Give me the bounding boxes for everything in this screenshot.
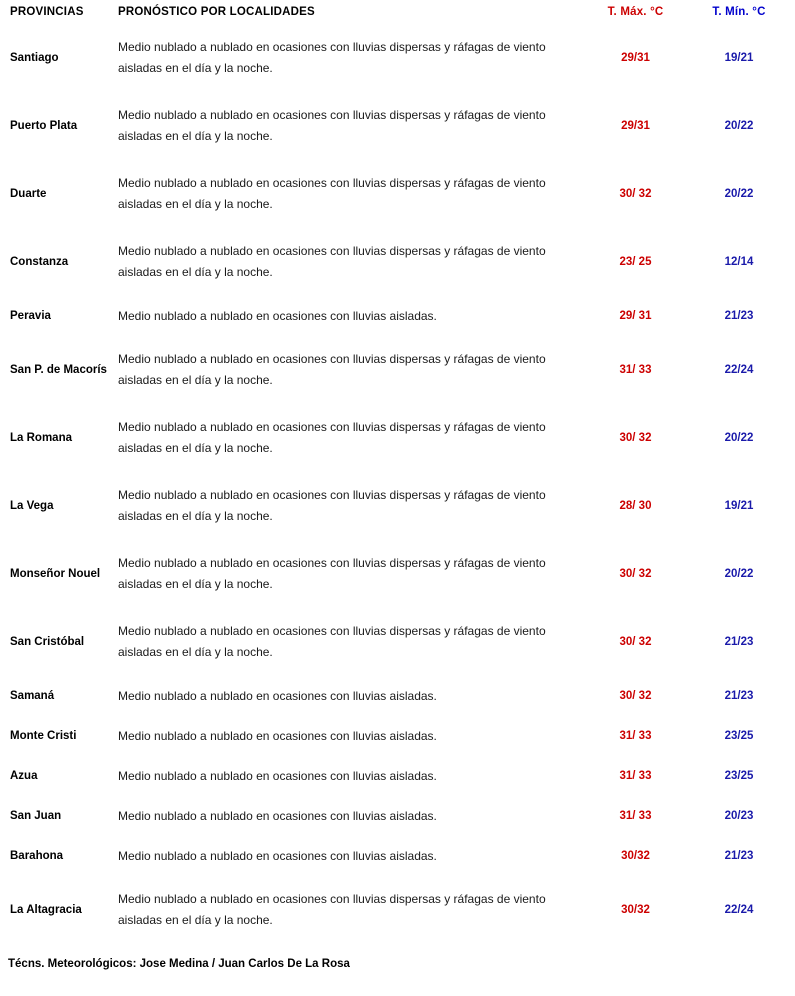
- temperature-min: 21/23: [724, 310, 754, 322]
- temperature-max: 31/ 33: [619, 810, 652, 822]
- temperature-min: 19/21: [724, 52, 754, 64]
- temperature-max: 30/32: [621, 904, 650, 916]
- forecast-description: Medio nublado a nublado en ocasiones con lluvias aisladas.: [118, 848, 437, 863]
- forecast-description: Medio nublado a nublado en ocasiones con lluvias dispersas y ráfagas de viento aisladas en el día y la noche.: [118, 244, 546, 279]
- temperature-min: 20/22: [724, 188, 754, 200]
- province-name: La Altagracia: [10, 903, 82, 916]
- province-name: Constanza: [10, 255, 69, 268]
- temperature-max: 23/ 25: [619, 256, 652, 268]
- temperature-min: 20/22: [724, 432, 754, 444]
- temperature-max: 31/ 33: [619, 730, 652, 742]
- column-header-provinces: PROVINCIAS: [10, 6, 84, 18]
- table-row: [0, 24, 795, 92]
- forecast-description: Medio nublado a nublado en ocasiones con lluvias aisladas.: [118, 308, 437, 323]
- temperature-min: 20/23: [724, 810, 754, 822]
- province-name: Monseñor Nouel: [10, 567, 101, 580]
- temperature-max: 31/ 33: [619, 364, 652, 376]
- temperature-max: 30/32: [621, 850, 650, 862]
- temperature-min: 22/24: [724, 364, 754, 376]
- province-name: Azua: [10, 769, 38, 782]
- forecast-description: Medio nublado a nublado en ocasiones con lluvias dispersas y ráfagas de viento aisladas en el día y la noche.: [118, 40, 546, 75]
- temperature-max: 28/ 30: [619, 500, 652, 512]
- table-row: [0, 876, 795, 944]
- table-body: [0, 24, 795, 944]
- forecast-description: Medio nublado a nublado en ocasiones con lluvias aisladas.: [118, 768, 437, 783]
- temperature-min: 22/24: [724, 904, 754, 916]
- temperature-min: 21/23: [724, 636, 754, 648]
- column-header-tmax: T. Máx. °C: [607, 6, 664, 18]
- temperature-max: 30/ 32: [619, 188, 652, 200]
- table-row: [0, 836, 795, 876]
- temperature-min: 21/23: [724, 850, 754, 862]
- temperature-min: 20/22: [724, 568, 754, 580]
- temperature-min: 12/14: [724, 256, 754, 268]
- province-name: San Juan: [10, 809, 62, 822]
- forecast-description: Medio nublado a nublado en ocasiones con lluvias dispersas y ráfagas de viento aisladas en el día y la noche.: [118, 108, 546, 143]
- temperature-min: 19/21: [724, 500, 754, 512]
- temperature-min: 21/23: [724, 690, 754, 702]
- table-row: [0, 716, 795, 756]
- temperature-max: 30/ 32: [619, 568, 652, 580]
- temperature-max: 29/31: [621, 120, 650, 132]
- column-header-tmin: T. Mín. °C: [712, 6, 766, 18]
- table-row: [0, 228, 795, 296]
- forecast-description: Medio nublado a nublado en ocasiones con lluvias dispersas y ráfagas de viento aisladas en el día y la noche.: [118, 176, 546, 211]
- province-name: Samaná: [10, 689, 55, 702]
- temperature-max: 29/31: [621, 52, 650, 64]
- temperature-max: 31/ 33: [619, 770, 652, 782]
- forecast-description: Medio nublado a nublado en ocasiones con lluvias aisladas.: [118, 808, 437, 823]
- table-row: [0, 296, 795, 336]
- forecast-description: Medio nublado a nublado en ocasiones con lluvias dispersas y ráfagas de viento aisladas en el día y la noche.: [118, 624, 546, 659]
- forecast-description: Medio nublado a nublado en ocasiones con lluvias dispersas y ráfagas de viento aisladas en el día y la noche.: [118, 892, 546, 927]
- table-row: [0, 608, 795, 676]
- province-name: La Romana: [10, 431, 72, 444]
- forecast-description: Medio nublado a nublado en ocasiones con lluvias aisladas.: [118, 688, 437, 703]
- province-name: Monte Cristi: [10, 729, 77, 742]
- province-name: Puerto Plata: [10, 119, 78, 132]
- forecast-description: Medio nublado a nublado en ocasiones con lluvias dispersas y ráfagas de viento aisladas en el día y la noche.: [118, 352, 546, 387]
- temperature-max: 30/ 32: [619, 432, 652, 444]
- column-header-forecast: PRONÓSTICO POR LOCALIDADES: [118, 6, 315, 18]
- province-name: Barahona: [10, 849, 64, 862]
- forecast-description: Medio nublado a nublado en ocasiones con lluvias dispersas y ráfagas de viento aisladas en el día y la noche.: [118, 488, 546, 523]
- table-row: [0, 472, 795, 540]
- forecast-description: Medio nublado a nublado en ocasiones con lluvias aisladas.: [118, 728, 437, 743]
- temperature-max: 30/ 32: [619, 690, 652, 702]
- table-header: [0, 0, 795, 24]
- province-name: Santiago: [10, 51, 59, 64]
- province-name: San P. de Macorís: [10, 363, 107, 376]
- table-row: [0, 796, 795, 836]
- table-row: [0, 404, 795, 472]
- temperature-min: 20/22: [724, 120, 754, 132]
- temperature-min: 23/25: [724, 730, 754, 742]
- forecast-description: Medio nublado a nublado en ocasiones con lluvias dispersas y ráfagas de viento aisladas en el día y la noche.: [118, 556, 546, 591]
- province-name: Peravia: [10, 309, 51, 322]
- header-row: [0, 0, 795, 24]
- footer-credits: Técns. Meteorológicos: Jose Medina / Juan Carlos De La Rosa: [8, 958, 350, 970]
- province-name: La Vega: [10, 499, 54, 512]
- temperature-max: 30/ 32: [619, 636, 652, 648]
- province-name: San Cristóbal: [10, 635, 85, 648]
- province-name: Duarte: [10, 187, 47, 200]
- table-row: [0, 160, 795, 228]
- temperature-min: 23/25: [724, 770, 754, 782]
- table-row: [0, 540, 795, 608]
- forecast-description: Medio nublado a nublado en ocasiones con lluvias dispersas y ráfagas de viento aisladas en el día y la noche.: [118, 420, 546, 455]
- table-row: [0, 676, 795, 716]
- table-row: [0, 92, 795, 160]
- table-row: [0, 336, 795, 404]
- temperature-max: 29/ 31: [619, 310, 652, 322]
- table-row: [0, 756, 795, 796]
